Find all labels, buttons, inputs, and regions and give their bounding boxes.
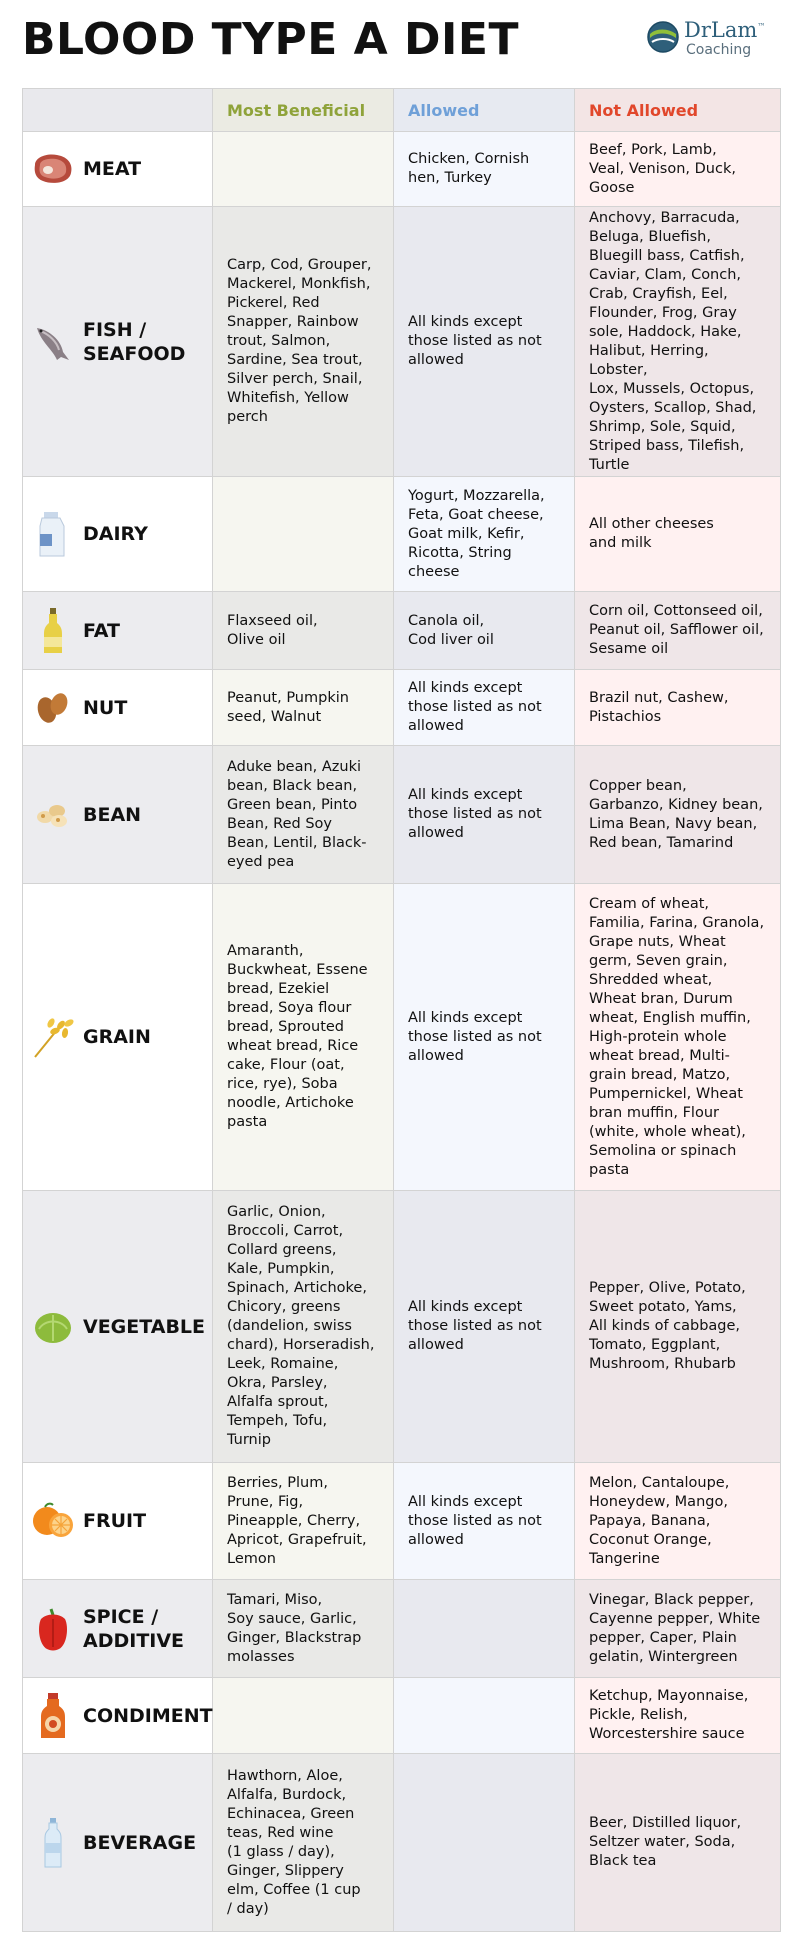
table-row <box>23 1678 781 1754</box>
category-label: SPICE / ADDITIVE <box>83 1605 185 1652</box>
brand-name: DrLam™ <box>684 18 766 42</box>
not-allowed-text: Copper bean, Garbanzo, Kidney bean, Lima Bean, Navy bean, Red bean, Tamarind <box>589 777 763 851</box>
table-row <box>23 746 781 884</box>
most-beneficial-text: Berries, Plum, Prune, Fig, Pineapple, Cherry, Apricot, Grapefruit, Lemon <box>227 1474 367 1567</box>
category-label: BEVERAGE <box>83 1831 197 1854</box>
category-cell <box>23 670 213 746</box>
not-allowed-cell <box>575 477 781 592</box>
category-label: BEAN <box>83 803 142 826</box>
page-title: BLOOD TYPE A DIET <box>22 14 519 65</box>
category-cell <box>23 207 213 477</box>
table-row <box>23 132 781 207</box>
table-header-row <box>23 89 781 132</box>
not-allowed-text: Ketchup, Mayonnaise, Pickle, Relish, Worcestershire sauce <box>589 1688 749 1742</box>
table-row <box>23 1463 781 1580</box>
category-label: FISH / SEAFOOD <box>83 318 186 365</box>
allowed-cell <box>394 592 575 670</box>
most-beneficial-text: Carp, Cod, Grouper, Mackerel, Monkfish, Pickerel, Red Snapper, Rainbow trout, Salmon, Sardine, Sea trout, Silver perch, Snail, Whitefish, Yellow perch <box>227 257 372 425</box>
category-cell <box>23 1463 213 1580</box>
most-beneficial-cell <box>213 746 394 884</box>
allowed-cell <box>394 1191 575 1463</box>
not-allowed-cell <box>575 884 781 1191</box>
allowed-cell <box>394 1754 575 1932</box>
allowed-text: All kinds except those listed as not allowed <box>408 787 542 841</box>
category-cell <box>23 477 213 592</box>
category-cell <box>23 1678 213 1754</box>
fish-icon <box>29 318 77 366</box>
most-beneficial-text: Garlic, Onion, Broccoli, Carrot, Collard greens, Kale, Pumpkin, Spinach, Artichoke, Chicory, greens (dandelion, swiss chard), Horseradish, Leek, Romaine, Okra, Parsley, Alfalfa sprout, Tempeh, Tofu, Turnip <box>227 1204 375 1448</box>
most-beneficial-text: Aduke bean, Azuki bean, Black bean, Green bean, Pinto Bean, Red Soy Bean, Lentil, Black- eyed pea <box>227 758 367 870</box>
category-cell <box>23 1580 213 1678</box>
allowed-text: All kinds except those listed as not allowed <box>408 680 542 734</box>
orange-icon <box>29 1497 77 1545</box>
allowed-text: All kinds except those listed as not allowed <box>408 1009 542 1064</box>
category-cell <box>23 592 213 670</box>
allowed-text: Yogurt, Mozzarella, Feta, Goat cheese, Goat milk, Kefir, Ricotta, String cheese <box>408 487 545 580</box>
most-beneficial-cell <box>213 884 394 1191</box>
not-allowed-text: All other cheeses and milk <box>589 516 714 551</box>
most-beneficial-text: Amaranth, Buckwheat, Essene bread, Ezekiel bread, Soya flour bread, Sprouted wheat bread, Rice cake, Flour (oat, rice, rye), Soba noodle, Artichoke pasta <box>227 943 368 1130</box>
most-beneficial-cell <box>213 207 394 477</box>
category-label: VEGETABLE <box>83 1315 206 1338</box>
allowed-text: Canola oil, Cod liver oil <box>408 612 494 648</box>
table-row <box>23 592 781 670</box>
category-label: FRUIT <box>83 1510 147 1532</box>
most-beneficial-cell <box>213 1754 394 1932</box>
most-beneficial-text: Hawthorn, Aloe, Alfalfa, Burdock, Echinacea, Green teas, Red wine (1 glass / day), Ginger, Slippery elm, Coffee (1 cup / day) <box>227 1767 361 1917</box>
category-cell <box>23 884 213 1191</box>
allowed-cell <box>394 746 575 884</box>
allowed-text: All kinds except those listed as not allowed <box>408 1493 542 1548</box>
not-allowed-text: Melon, Cantaloupe, Honeydew, Mango, Papaya, Banana, Coconut Orange, Tangerine <box>589 1474 730 1567</box>
most-beneficial-cell <box>213 132 394 207</box>
almond-icon <box>29 684 77 732</box>
table-row <box>23 477 781 592</box>
allowed-text: All kinds except those listed as not allowed <box>408 1299 542 1353</box>
steak-icon <box>29 145 77 193</box>
most-beneficial-cell <box>213 1191 394 1463</box>
not-allowed-cell <box>575 1580 781 1678</box>
not-allowed-text: Beef, Pork, Lamb, Veal, Venison, Duck, Goose <box>589 141 736 196</box>
cabbage-icon <box>29 1303 77 1351</box>
not-allowed-text: Cream of wheat, Familia, Farina, Granola, Grape nuts, Wheat germ, Seven grain, Shredded wheat, Wheat bran, Durum wheat, English muffin, High-protein whole wheat bread, Multi- grain bread, Matzo, Pumpernickel, Wheat bran muffin, Flour (white, whole wheat), Semolina or spinach pasta <box>589 895 765 1178</box>
most-beneficial-cell <box>213 1463 394 1580</box>
table-row <box>23 1191 781 1463</box>
category-label: NUT <box>83 696 128 719</box>
brand-subtitle: Coaching <box>686 42 752 58</box>
not-allowed-cell <box>575 1754 781 1932</box>
most-beneficial-cell <box>213 1580 394 1678</box>
allowed-cell <box>394 207 575 477</box>
allowed-cell <box>394 477 575 592</box>
table-row <box>23 884 781 1191</box>
allowed-cell <box>394 132 575 207</box>
allowed-cell <box>394 670 575 746</box>
most-beneficial-cell <box>213 670 394 746</box>
allowed-cell <box>394 1678 575 1754</box>
allowed-cell <box>394 1580 575 1678</box>
most-beneficial-text: Peanut, Pumpkin seed, Walnut <box>227 689 349 725</box>
category-label: CONDIMENT <box>83 1704 213 1727</box>
sauce-bottle-icon <box>29 1692 77 1740</box>
not-allowed-text: Corn oil, Cottonseed oil, Peanut oil, Safflower oil, Sesame oil <box>589 603 764 657</box>
allowed-cell <box>394 1463 575 1580</box>
not-allowed-cell <box>575 1463 781 1580</box>
category-cell <box>23 1754 213 1932</box>
not-allowed-text: Vinegar, Black pepper, Cayenne pepper, White pepper, Caper, Plain gelatin, Wintergreen <box>589 1591 761 1665</box>
category-label: FAT <box>83 619 120 642</box>
not-allowed-text: Beer, Distilled liquor, Seltzer water, Soda, Black tea <box>589 1815 742 1869</box>
not-allowed-cell <box>575 746 781 884</box>
not-allowed-text: Anchovy, Barracuda, Beluga, Bluefish, Bluegill bass, Catfish, Caviar, Clam, Conch, Crab, Crayfish, Eel, Flounder, Frog, Gray sole, Haddock, Hake, Halibut, Herring, Lobster, Lox, Mussels, Octopus, Oysters, Scallop, Shad, Shrimp, Sole, Squid, Striped bass, Tilefish, Turtle <box>589 209 757 473</box>
category-label: MEAT <box>83 158 142 180</box>
brand-logo[interactable] <box>646 18 778 60</box>
category-label: GRAIN <box>83 1026 151 1048</box>
allowed-text: All kinds except those listed as not allowed <box>408 314 542 368</box>
not-allowed-cell <box>575 592 781 670</box>
most-beneficial-cell <box>213 477 394 592</box>
header-empty-cell <box>23 89 213 132</box>
milk-icon <box>29 510 77 558</box>
category-cell <box>23 746 213 884</box>
oil-bottle-icon <box>29 607 77 655</box>
column-header-not-allowed: Not Allowed <box>575 89 781 132</box>
column-header-allowed: Allowed <box>394 89 575 132</box>
most-beneficial-text: Flaxseed oil, Olive oil <box>227 612 318 648</box>
table-row <box>23 1580 781 1678</box>
most-beneficial-cell <box>213 1678 394 1754</box>
wheat-icon <box>29 1013 77 1061</box>
page-header <box>0 0 800 88</box>
allowed-cell <box>394 884 575 1191</box>
category-cell <box>23 1191 213 1463</box>
table-row <box>23 1754 781 1932</box>
most-beneficial-cell <box>213 592 394 670</box>
diet-table <box>22 88 781 1932</box>
beans-icon <box>29 791 77 839</box>
not-allowed-cell <box>575 670 781 746</box>
category-label: DAIRY <box>83 523 148 545</box>
table-row <box>23 207 781 477</box>
water-bottle-icon <box>29 1819 77 1867</box>
allowed-text: Chicken, Cornish hen, Turkey <box>408 151 530 186</box>
table-row <box>23 670 781 746</box>
category-cell <box>23 132 213 207</box>
not-allowed-text: Pepper, Olive, Potato, Sweet potato, Yams, All kinds of cabbage, Tomato, Eggplant, Mushroom, Rhubarb <box>589 1280 746 1372</box>
not-allowed-cell <box>575 1191 781 1463</box>
most-beneficial-text: Tamari, Miso, Soy sauce, Garlic, Ginger, Blackstrap molasses <box>227 1591 362 1665</box>
not-allowed-cell <box>575 1678 781 1754</box>
bell-pepper-icon <box>29 1605 77 1653</box>
not-allowed-cell <box>575 132 781 207</box>
column-header-most-beneficial: Most Beneficial <box>213 89 394 132</box>
not-allowed-cell <box>575 207 781 477</box>
not-allowed-text: Brazil nut, Cashew, Pistachios <box>589 689 729 725</box>
globe-logo-icon <box>646 20 680 54</box>
